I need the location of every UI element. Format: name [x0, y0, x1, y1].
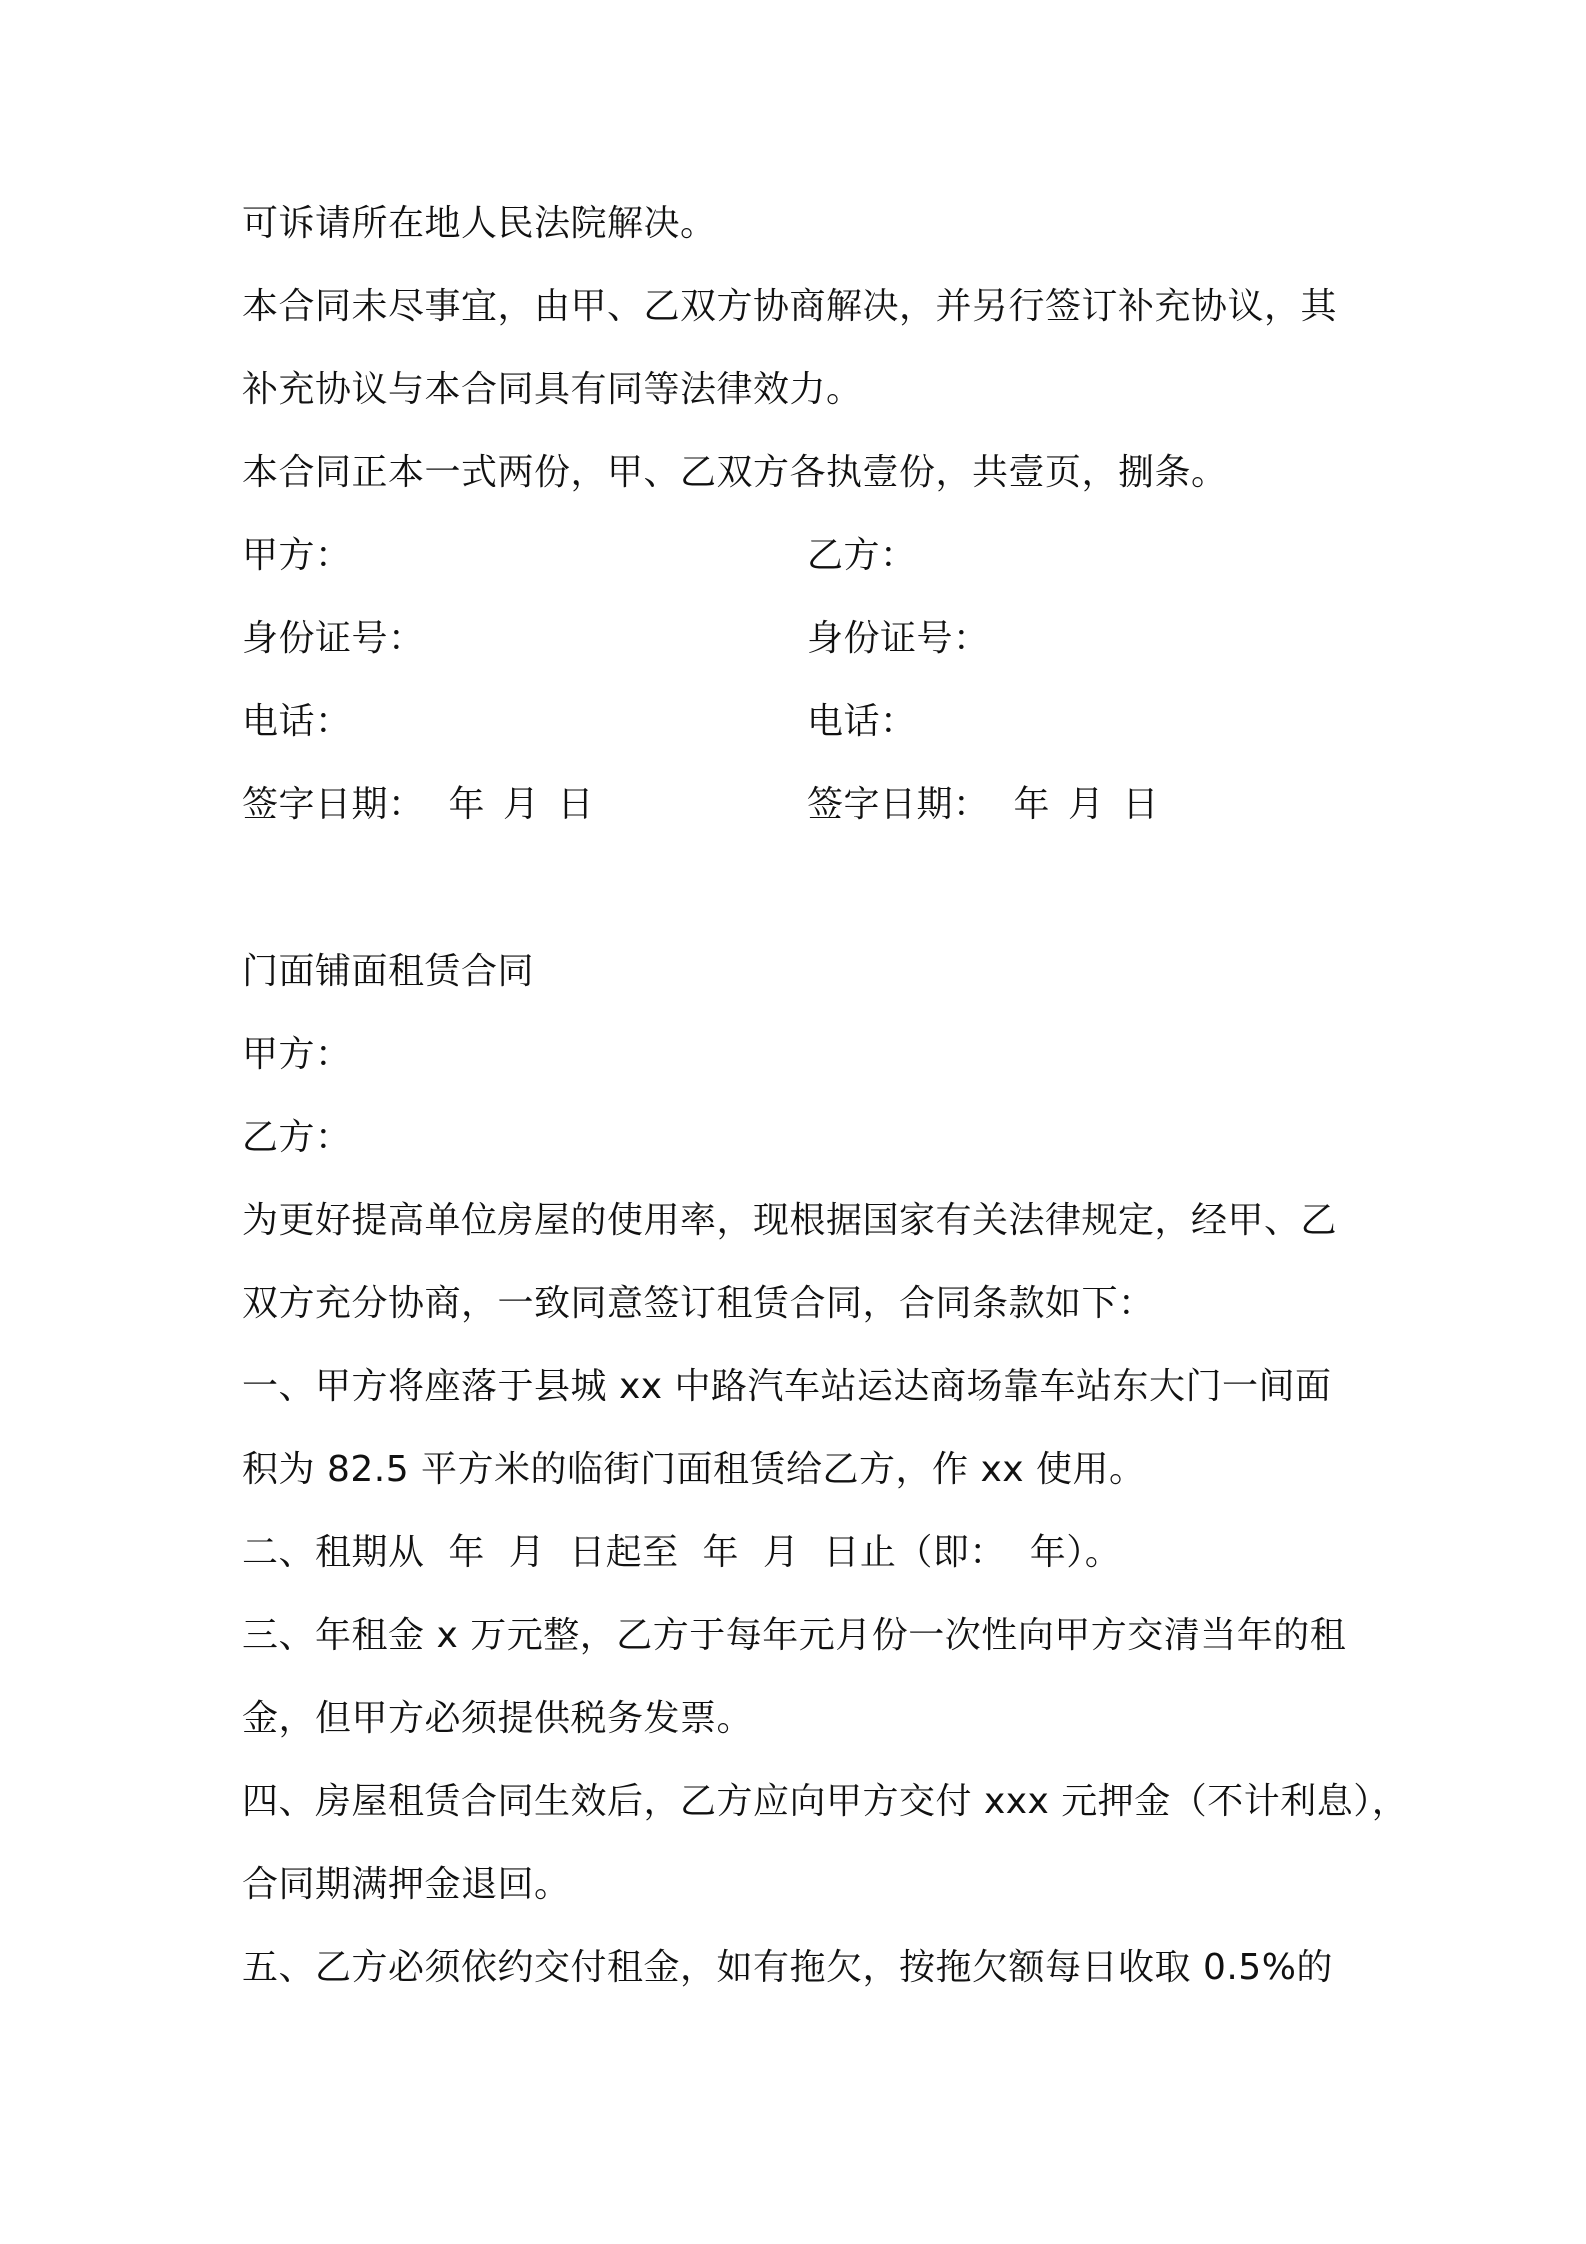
- paragraph-line: 本合同正本一式两份，甲、乙双方各执壹份，共壹页，捌条。: [242, 452, 1228, 493]
- contract-party-b: 乙方：: [242, 1117, 352, 1158]
- signature-id-row: [242, 615, 1362, 663]
- date-day: 日: [1122, 784, 1160, 825]
- party-a-label: 甲方：: [242, 535, 352, 576]
- section-spacer: [242, 864, 1362, 948]
- party-b-date: [807, 781, 1159, 829]
- signature-party-row: [242, 532, 1362, 580]
- paragraph-line: 补充协议与本合同具有同等法律效力。: [242, 369, 863, 410]
- contract-clause-5: 五、乙方必须依约交付租金，如有拖欠，按拖欠额每日收取 0.5%的: [242, 1947, 1333, 1988]
- party-a-date: [242, 781, 807, 829]
- contract-line: 合同期满押金退回。: [242, 1864, 571, 1905]
- contract-line: 双方充分协商，一致同意签订租赁合同，合同条款如下：: [242, 1283, 1155, 1324]
- party-b-id-label: 身份证号：: [807, 618, 990, 659]
- date-month: 月: [1068, 784, 1105, 825]
- date-year: 年: [448, 784, 486, 825]
- contract-line: 积为 82.5 平方米的临街门面租赁给乙方，作 xx 使用。: [242, 1449, 1146, 1490]
- contract-clause-1: 一、甲方将座落于县城 xx 中路汽车站运达商场靠车站东大门一间面: [242, 1366, 1332, 1407]
- paragraph-line: 可诉请所在地人民法院解决。: [242, 203, 717, 244]
- signature-phone-row: [242, 698, 1362, 746]
- contract-clause-4: 四、房屋租赁合同生效后，乙方应向甲方交付 xxx 元押金（不计利息），: [242, 1781, 1409, 1822]
- contract-line: 为更好提高单位房屋的使用率，现根据国家有关法律规定，经甲、乙: [242, 1200, 1338, 1241]
- date-day: 日: [557, 784, 595, 825]
- party-b-date-label: 签字日期：: [807, 784, 990, 825]
- signature-date-row: [242, 781, 1362, 829]
- paragraph-line: 本合同未尽事宜，由甲、乙双方协商解决，并另行签订补充协议，其: [242, 286, 1338, 327]
- date-year: 年: [1013, 784, 1051, 825]
- contract-line: 金，但甲方必须提供税务发票。: [242, 1698, 754, 1739]
- contract-title: 门面铺面租赁合同: [242, 951, 535, 992]
- contract-clause-3: 三、年租金 x 万元整，乙方于每年元月份一次性向甲方交清当年的租: [242, 1615, 1347, 1656]
- party-a-date-label: 签字日期：: [242, 784, 425, 825]
- document-body: [242, 200, 1409, 2027]
- contract-clause-2: 二、租期从 年 月 日起至 年 月 日止（即： 年）。: [242, 1532, 1122, 1573]
- contract-party-a: 甲方：: [242, 1034, 352, 1075]
- party-a-id-label: 身份证号：: [242, 618, 425, 659]
- party-b-label: 乙方：: [807, 535, 917, 576]
- party-b-phone-label: 电话：: [807, 701, 917, 742]
- date-month: 月: [503, 784, 540, 825]
- party-a-phone-label: 电话：: [242, 701, 352, 742]
